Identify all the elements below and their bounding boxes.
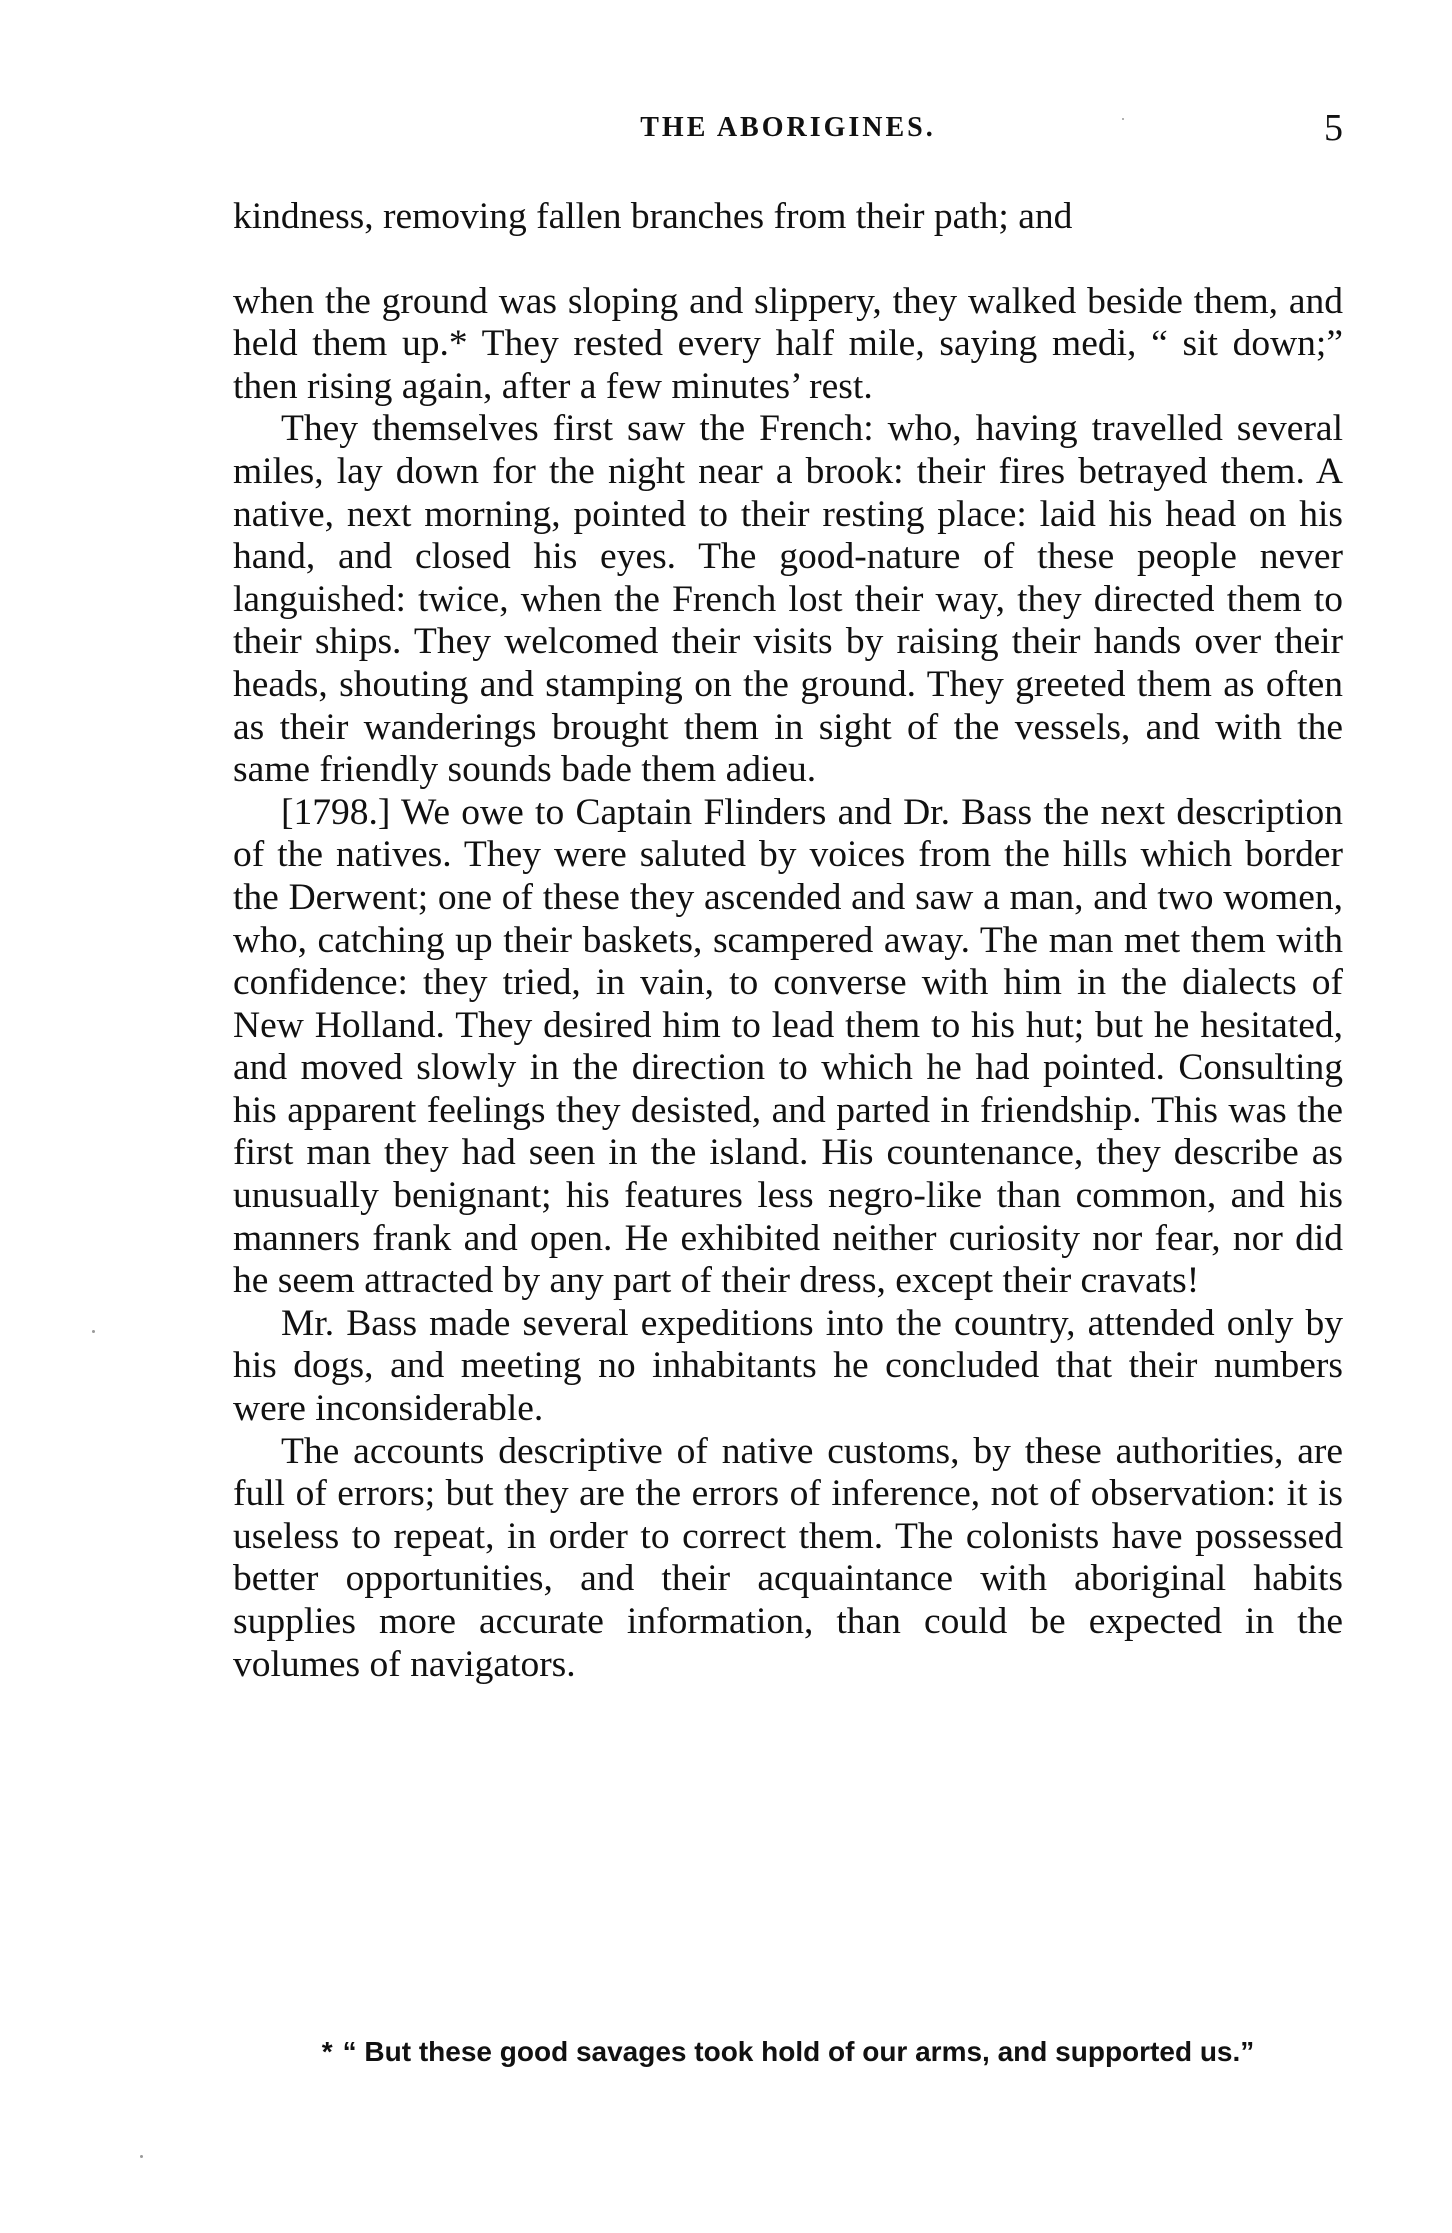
body-text — [233, 196, 1343, 1686]
paragraph-2: when the ground was sloping and slippery, they walked beside them, and held them up.* They rested every half mile, saying medi, “ sit down;” then rising again, after a few minutes’ rest. — [233, 280, 1343, 407]
footnote-text: “ But these good savages took hold of our arms, and supported us.” — [342, 2036, 1255, 2067]
paragraph-3: They themselves first saw the French: who, having travelled several miles, lay down for the night near a brook: their fires betrayed them. A native, next morning, pointed to their resting place: laid his head on his hand, and closed his eyes. The good-nature of these people never languished: twice, when the French lost their way, they directed them to their ships. They welcomed their visits by raising their hands over their heads, shouting and stamping on the ground. They greeted them as often as their wanderings brought them in sight of the vessels, and with the same friendly sounds bade them adieu. — [233, 408, 1343, 791]
footnote — [233, 2036, 1343, 2068]
paper-speck — [1122, 118, 1124, 120]
paragraph-4: [1798.] We owe to Captain Flinders and Dr. Bass the next description of the natives. They were saluted by voices from the hills which border the Derwent; one of these they ascended and saw a man, and two women, who, catching up their baskets, scampered away. The man met them with confidence: they tried, in vain, to converse with him in the dialects of New Holland. They desired him to lead them to his hut; but he hesitated, and moved slowly in the direction to which he had pointed. Consulting his apparent feelings they desisted, and parted in friendship. This was the first man they had seen in the island. His countenance, they describe as unusually benignant; his features less negro-like than common, and his manners frank and open. He exhibited neither curiosity nor fear, nor did he seem attracted by any part of their dress, except their cravats! — [233, 791, 1343, 1302]
paragraph-6: The accounts descriptive of native customs, by these authorities, are full of errors; but they are the errors of inference, not of observation: it is useless to repeat, in order to correct them. The colonists have possessed better opportunities, and their acquaintance with aboriginal habits supplies more accurate information, than could be expected in the volumes of navigators. — [233, 1430, 1343, 1685]
paragraph-5: Mr. Bass made several expeditions into the country, attended only by his dogs, and meeting no inhabitants he concluded that their numbers were inconsiderable. — [233, 1302, 1343, 1430]
footnote-marker: * — [321, 2036, 333, 2067]
paper-speck — [92, 1330, 95, 1333]
page-number: 5 — [1324, 107, 1343, 149]
paragraph-1: kindness, removing fallen branches from their path; and — [233, 196, 1073, 237]
running-title: THE ABORIGINES. — [640, 112, 936, 143]
running-head — [233, 107, 1343, 152]
paper-speck — [140, 2155, 143, 2158]
